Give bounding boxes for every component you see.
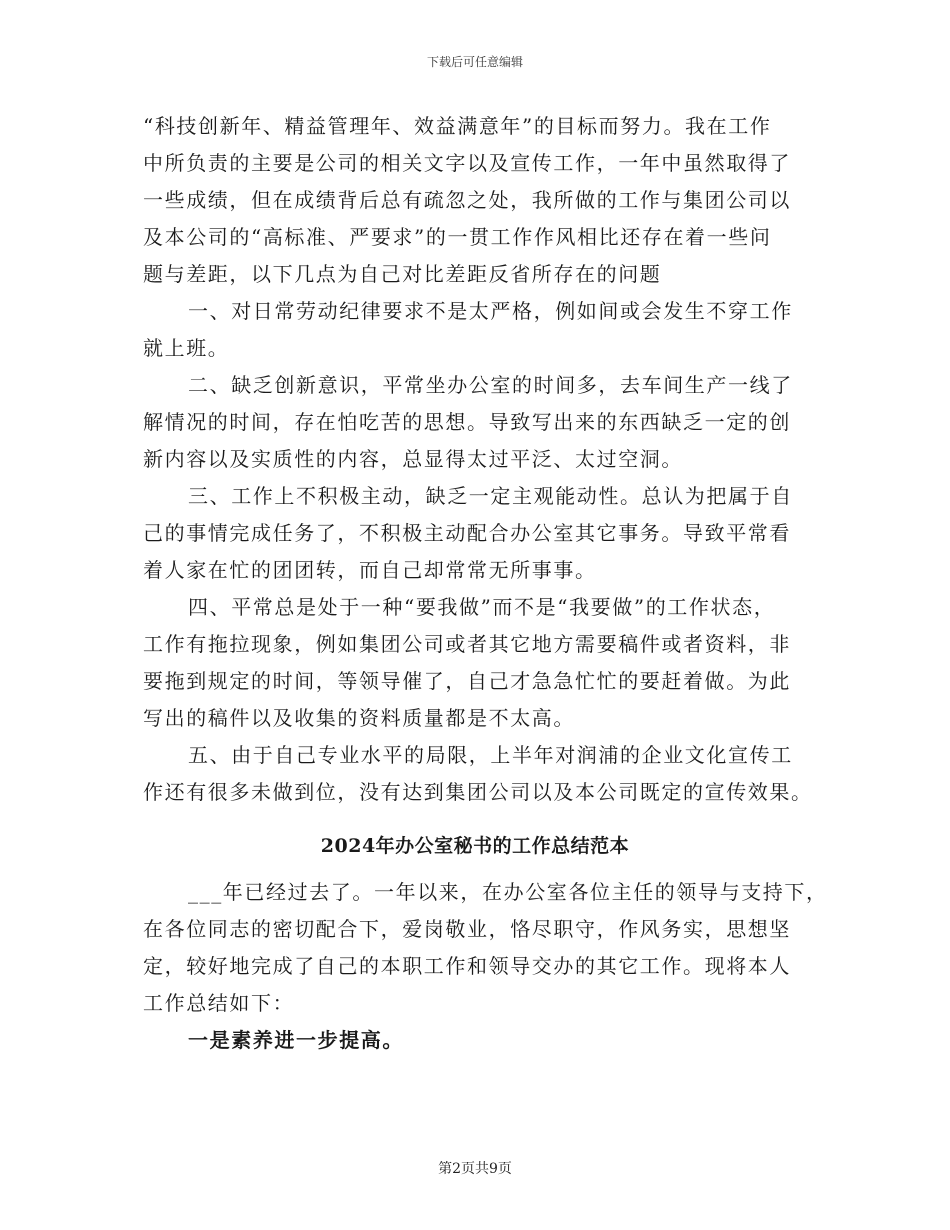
text-line: 工作总结如下：	[143, 991, 295, 1015]
text-line: 新内容以及实质性的内容，总显得太过平泛、太过空洞。	[143, 447, 683, 471]
text-line: ___年已经过去了。一年以来，在办公室各位主任的领导与支持下，	[188, 880, 828, 904]
text-line: 五、由于自己专业水平的局限，上半年对润浦的企业文化宣传工	[188, 743, 793, 767]
text-line: 写出的稿件以及收集的资料质量都是不太高。	[143, 706, 575, 730]
text-line: 定，较好地完成了自己的本职工作和领导交办的其它工作。现将本人	[143, 954, 791, 978]
text-line: 二、缺乏创新意识，平常坐办公室的时间多，去车间生产一线了	[188, 373, 793, 397]
text-line: 在各位同志的密切配合下，爱岗敬业，恪尽职守，作风务实，思想坚	[143, 917, 791, 941]
subheading: 一是素养进一步提高。	[188, 1028, 404, 1052]
section-title: 2024年办公室秘书的工作总结范本	[320, 835, 630, 857]
text-line: 题与差距，以下几点为自己对比差距反省所存在的问题	[143, 262, 662, 286]
text-line: 及本公司的“高标准、严要求”的一贯工作作风相比还存在着一些问	[143, 225, 772, 249]
text-line: 中所负责的主要是公司的相关文字以及宣传工作，一年中虽然取得了	[143, 151, 791, 175]
text-line: 作还有很多未做到位，没有达到集团公司以及本公司既定的宣传效果。	[143, 780, 813, 804]
text-line: 着人家在忙的团团转，而自己却常常无所事事。	[143, 558, 597, 582]
page-number: 第2页共9页	[438, 1161, 512, 1177]
text-line: 一些成绩，但在成绩背后总有疏忽之处，我所做的工作与集团公司以	[143, 188, 791, 212]
text-line: 己的事情完成任务了，不积极主动配合办公室其它事务。导致平常看	[143, 521, 791, 545]
text-line: 解情况的时间，存在怕吃苦的思想。导致写出来的东西缺乏一定的创	[143, 410, 791, 434]
text-line: 四、平常总是处于一种“要我做”而不是“我要做”的工作状态，	[188, 595, 776, 619]
page-header-note: 下载后可任意编辑	[426, 55, 523, 69]
text-line: 就上班。	[143, 336, 230, 360]
text-line: “科技创新年、精益管理年、效益满意年”的目标而努力。我在工作	[143, 114, 772, 138]
text-line: 工作有拖拉现象，例如集团公司或者其它地方需要稿件或者资料，非	[143, 632, 791, 656]
text-line: 要拖到规定的时间，等领导催了，自己才急急忙忙的要赶着做。为此	[143, 669, 791, 693]
text-line: 一、对日常劳动纪律要求不是太严格，例如间或会发生不穿工作	[188, 299, 793, 323]
text-line: 三、工作上不积极主动，缺乏一定主观能动性。总认为把属于自	[188, 484, 793, 508]
